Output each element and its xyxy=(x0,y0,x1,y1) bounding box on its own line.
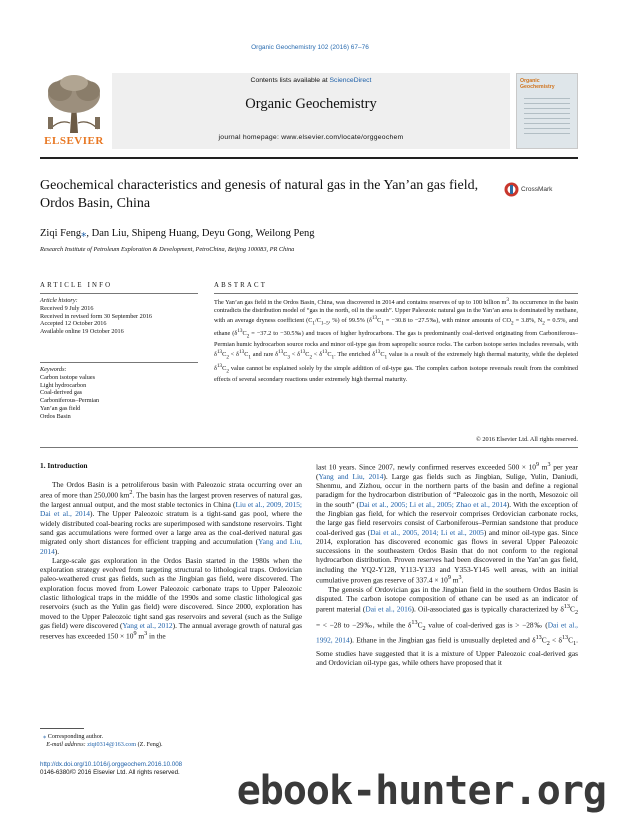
elsevier-wordmark: ELSEVIER xyxy=(44,135,104,147)
citation-link[interactable]: Yang and Liu, 2014 xyxy=(40,537,302,556)
citation-link[interactable]: Yang et al., 2012 xyxy=(122,620,173,630)
body-paragraph: last 10 years. Since 2007, newly confirmed reserves exceeded $500 \times 10^9$ $m^3$ per year (Yang and Liu, 2014). Large gas fields such as Jingbian, Sulige, Yulin, Daniudi, Shenmu, and Zizhou, occur in the northern parts of the basin and define a regional paradigm for the hydrocarbon distribution of “Paleozoic gas in the north, Mesozoic oil in the south” (Dai et al., 2005; Li et al., 2005; Zhao et al., 2014). With the exception of the Jingbian gas field, for which the reservoir comprises Ordovician carbonate rocks, the large gas field reservoirs consist of Carboniferous–Permian sandstone that produce coal-derived gas (Dai et al., 2005, 2014; Li et al., 2005) and minor oil-type gas. Since 2014, exploration has discovered economic gas flows in several Upper Paleozoic successions in the southeastern Ordos Basin that do not conform to the regional hydrocarbon distribution. Proven reserves had been discovered in the Yan’an gas field, including the YQ2-Y128, Y113-Y133 and Y353-Y145 well areas, with an initial cumulative proven gas reserve of $337.4 \times 10^9$ $m^3$. xyxy=(316,462,579,585)
cover-line xyxy=(524,123,570,124)
article-info-heading: ARTICLE INFO xyxy=(40,282,113,289)
keywords-label: Keywords: xyxy=(40,366,67,373)
history-item: Available online 19 October 2016 xyxy=(40,328,124,336)
watermark-text: ebook-hunter.org xyxy=(236,768,606,814)
abstract-text: The Yan’an gas field in the Ordos Basin, China, was discovered in 2014 and contains reserves of up to 100 billion $m^3$. Its occurrence in the basin contradicts the distribution model of “gas in the north, oil in the south”. Upper Paleozoic natural gas in the Yan’an area is dominated by methane, with an average dryness coefficient ($C_1/C_{1-5}$, %) of 99.5% ($\delta^{13}C_1 = -30.8$ to −27.5‰), with minor amounts of $CO_2 = 3.8\%$, $N_2 = 0.5\%$, and ethane ($\delta^{13}C_2 = -37.2$ to −30.5‰) and traces of higher hydrocarbons. The gas is predominantly coal-derived originating from Carboniferous–Permian humic hydrocarbon source rocks and minor oil-type gas from sapropelic source rocks. The carbon isotope series includes reversals, with $\delta^{13}C_2 < \delta^{13}C_1$ and rare $\delta^{13}C_3 < \delta^{13}C_2 < \delta^{13}C_1$. The enriched $\delta^{13}C_1$ value is a result of the extremely high thermal maturity, while the depleted $\delta^{13}C_2$ value cannot be explained solely by the simple addition of oil-type gas. The complex carbon isotope reversals result from the combined effects of several secondary reactions under extremely high thermal maturity. xyxy=(214,297,579,383)
history-item: Received 9 July 2016 xyxy=(40,304,94,312)
keyword: Ordos Basin xyxy=(40,412,71,420)
history-label: Article history: xyxy=(40,297,78,304)
contents-prefix: Contents lists available at xyxy=(250,77,330,84)
cover-line xyxy=(524,103,570,104)
corresponding-author-note: ⁎ Corresponding author. xyxy=(43,733,104,740)
abstract-bottom-rule xyxy=(40,447,578,448)
citation-link[interactable]: Liu et al., 2009, 2015; Dai et al., 2014 xyxy=(40,500,302,519)
email-label: E-mail address: xyxy=(46,741,88,748)
watermark xyxy=(0,768,620,814)
email-link[interactable]: ziqi0314@163.com xyxy=(87,741,137,748)
contents-line xyxy=(112,77,510,84)
keyword: Carboniferous–Permian xyxy=(40,397,100,405)
affiliation: Research Institute of Petroleum Exploration & Development, PetroChina, Beijing 100083, PR China xyxy=(40,246,295,253)
corresponding-author-mark[interactable]: ⁎ xyxy=(81,228,87,239)
citation-link[interactable]: Yang and Liu, 2014 xyxy=(318,471,384,481)
history-item: Accepted 12 October 2016 xyxy=(40,320,107,328)
crossmark-label[interactable]: CrossMark xyxy=(521,186,553,193)
keyword: Yan’an gas field xyxy=(40,404,81,412)
cover-line xyxy=(524,133,570,134)
header-rule xyxy=(40,157,578,159)
corresponding-author-text: Corresponding author. xyxy=(47,733,104,740)
citation-link[interactable]: Dai et al., 1992, 2014 xyxy=(316,620,579,645)
journal-citation[interactable]: Organic Geochemistry 102 (2016) 67–76 xyxy=(251,44,369,51)
author-list xyxy=(40,227,315,239)
sciencedirect-link[interactable]: ScienceDirect xyxy=(329,77,372,84)
keyword: Carbon isotope values xyxy=(40,373,95,381)
email-suffix: (Z. Feng). xyxy=(136,741,163,748)
copyright-notice: © 2016 Elsevier Ltd. All rights reserved. xyxy=(476,436,578,443)
doi-link[interactable]: http://dx.doi.org/10.1016/j.orggeochem.2016.10.008 xyxy=(40,761,183,768)
citation-link[interactable]: Dai et al., 2005; Li et al., 2005; Zhao et al., 2014 xyxy=(359,499,507,509)
body-column-left xyxy=(40,480,302,641)
body-paragraph: The Ordos Basin is a petroliferous basin with Paleozoic strata occurring over an area of more than 250,000 $km^2$. The basin has the largest proven reserves of natural gas, the largest annual output, and the most stable tectonics in China (Liu et al., 2009, 2015; Dai et al., 2014). The Upper Paleozoic stratum is a tight-sand gas pool, where the widely distributed coal-bearing rocks are superimposed with sandstone reservoirs. Tight sand gas accumulations were formed over a large area as the coal-derived natural gas migrated only short distances for efficient trapping and accumulation (Yang and Liu, 2014). xyxy=(40,480,302,556)
first-author: Ziqi Feng xyxy=(40,228,82,239)
cover-title: Organic Geochemistry xyxy=(520,78,555,90)
article-info-rule xyxy=(40,293,198,294)
keyword: Light hydrocarbon xyxy=(40,381,87,389)
abstract-rule xyxy=(214,293,578,294)
citation-link[interactable]: Dai et al., 2005, 2014; Li et al., 2005 xyxy=(370,527,484,537)
email-line xyxy=(40,741,302,749)
crossmark-icon[interactable] xyxy=(504,182,519,197)
keywords xyxy=(40,366,200,421)
co-authors: , Dan Liu, Shipeng Huang, Deyu Gong, Weilong Peng xyxy=(86,228,315,239)
keywords-rule xyxy=(40,362,198,363)
keyword: Coal-derived gas xyxy=(40,389,83,397)
journal-title: Organic Geochemistry xyxy=(245,96,377,112)
body-paragraph: Large-scale gas exploration in the Ordos Basin started in the 1980s when the exploration strategy evolved from targeting structural to lithological traps. Ordovician paleo-weathered crust gas fields, such as the Jingbian gas field, were discovered. The exploration focus moved from Lower Paleozoic carbonate traps to Upper Paleozoic clastic lithological traps in the middle of the 1990s and some clastic lithological gas reservoirs (such as the Yulin gas field) were discovered. Since 2000, exploration has moved to the Upper Paleozoic tight sand gas reservoirs and several (such as the Sulige gas field) were discovered (Yang et al., 2012). The annual average growth of natural gas reserves has exceeded $150 \times 10^9$ $m^3$ in the xyxy=(40,555,302,641)
cover-line xyxy=(524,108,570,109)
body-column-right xyxy=(316,461,578,668)
citation-link[interactable]: Dai et al., 2016 xyxy=(365,604,412,614)
history-item: Received in revised form 30 September 2016 xyxy=(40,312,153,320)
footnote-rule xyxy=(40,728,84,729)
cover-line xyxy=(524,128,570,129)
abstract-heading: ABSTRACT xyxy=(214,282,268,289)
journal-homepage[interactable]: journal homepage: www.elsevier.com/locate/orggeochem xyxy=(218,134,404,141)
section-heading-introduction: 1. Introduction xyxy=(40,461,88,470)
article-history xyxy=(40,297,200,336)
cover-line xyxy=(524,98,570,99)
issn-line: 0146-6380/© 2016 Elsevier Ltd. All rights reserved. xyxy=(40,769,180,777)
article-title: Geochemical characteristics and genesis of natural gas in the Yan’an gas field, Ordos Basin, China xyxy=(40,178,479,211)
cover-line xyxy=(524,118,570,119)
cover-line xyxy=(524,113,570,114)
body-paragraph: The genesis of Ordovician gas in the Jingbian field in the southern Ordos Basin is disputed. The carbon isotope composition of ethane can be used as an indicator of parent material (Dai et al., 2016). Oil-associated gas is typically characterized by $\delta^{13}C_2$ = < −28 to −29‰, while the $\delta^{13}C_2$ value of coal-derived gas is > −28‰ (Dai et al., 1992, 2014). Ethane in the Jingbian gas field is unusually depleted and $\delta^{13}C_2 < \delta^{13}C_1$. Some studies have suggested that it is a mixture of Upper Paleozoic coal-derived gas and Ordovician oil-type gas, while others have proposed that it xyxy=(316,584,579,668)
footnote xyxy=(40,733,302,749)
